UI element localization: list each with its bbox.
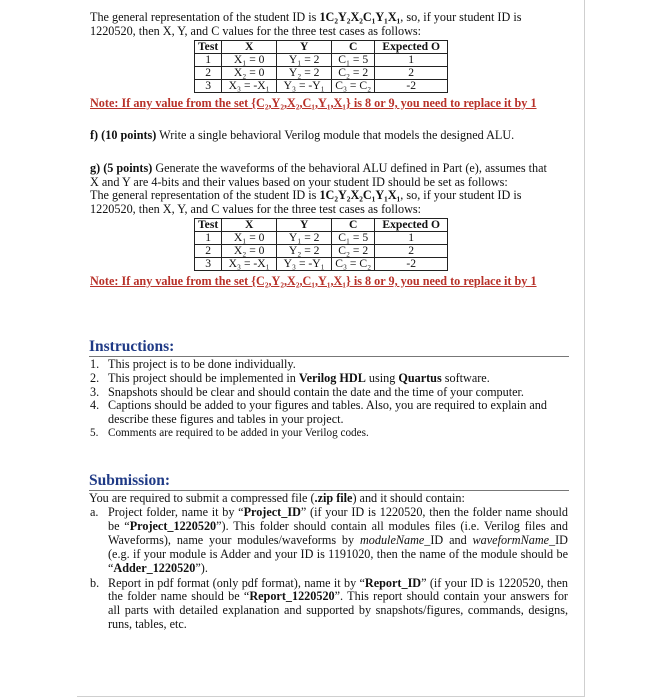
- cell: Y₁ = 2: [277, 54, 332, 67]
- table-row: [195, 258, 448, 271]
- item-number: 3.: [90, 384, 100, 399]
- list-item: [90, 426, 571, 441]
- id-format: 1C₂Y₂X₂C₁Y₁X₁: [319, 188, 401, 203]
- col-y: Y: [277, 41, 332, 54]
- intro-text: You are required to submit a compressed file (: [89, 491, 315, 505]
- cell: C₁ = 5: [332, 54, 375, 67]
- cell: 2: [375, 245, 448, 258]
- cell: 1: [195, 54, 222, 67]
- list-item: [90, 370, 571, 386]
- item-text: This project should be implemented in: [108, 370, 299, 385]
- cell: 2: [195, 67, 222, 80]
- text: ”).: [195, 560, 208, 575]
- cell: X₂ = 0: [222, 245, 277, 258]
- text: _ID and: [424, 532, 473, 547]
- cell: C₁ = 5: [332, 232, 375, 245]
- id-representation-paragraph-1: [90, 11, 570, 38]
- cell: X₃ = -X₁: [222, 258, 277, 271]
- item-text: This project is to be done individually.: [108, 357, 296, 371]
- cell: X₃ = -X₁: [222, 80, 277, 93]
- cell: 2: [375, 67, 448, 80]
- cell: -2: [375, 80, 448, 93]
- cell: 1: [195, 232, 222, 245]
- item-text: using: [365, 370, 399, 385]
- col-expected: Expected O: [375, 41, 448, 54]
- rep-text: The general representation of the student ID is: [90, 10, 320, 24]
- instructions-list: [90, 358, 571, 441]
- submission-item-b: [90, 575, 568, 633]
- submission-item-a: [90, 505, 568, 576]
- instructions-heading: Instructions:: [89, 338, 175, 355]
- submission-heading: Submission:: [89, 472, 170, 489]
- bold-text: Adder_1220520: [113, 560, 196, 575]
- table-row: [195, 232, 448, 245]
- cell: X₁ = 0: [222, 54, 277, 67]
- list-item: [90, 398, 571, 427]
- cell: C₂ = 2: [332, 245, 375, 258]
- col-expected: Expected O: [375, 219, 448, 232]
- text: ” (if your ID is 1220520, then the folder name should be “: [108, 575, 568, 604]
- item-text: Captions should be added to your figures and tables. Also, you are required to explain and describe these figures and tables in your project.: [108, 398, 547, 427]
- item-text: Snapshots should be clear and should contain the date and the time of your computer.: [108, 384, 524, 399]
- cell: -2: [375, 258, 448, 271]
- submission-list: [90, 505, 568, 632]
- text: ”). This folder should contain all modules files (i.e. Verilog files and Waveforms), name your modules/waveforms by: [108, 518, 568, 547]
- col-c: C: [332, 41, 375, 54]
- cell: X₂ = 0: [222, 67, 277, 80]
- text: ” (if your ID is 1220520, then the folder name should be “: [108, 505, 568, 533]
- rep-text-post: , so, if your student ID is: [400, 188, 522, 203]
- cell: 1: [375, 54, 448, 67]
- table-header-row: [195, 219, 448, 232]
- table-row: [195, 245, 448, 258]
- bold-text: Report_1220520: [249, 589, 335, 604]
- col-c: C: [332, 219, 375, 232]
- cell: Y₂ = 2: [277, 245, 332, 258]
- text: _ID (e.g. if your module is Adder and your ID is 1191020, then the name of the module should be “: [108, 532, 568, 575]
- bold-text: Report_ID: [364, 575, 422, 590]
- cell: Y₂ = 2: [277, 67, 332, 80]
- col-test: Test: [195, 219, 222, 232]
- part-f-text: Write a single behavioral Verilog module that models the designed ALU.: [156, 128, 515, 142]
- cell: X₁ = 0: [222, 232, 277, 245]
- rep-text-line2: 1220520, then X, Y, and C values for the three test cases as follows:: [90, 201, 422, 216]
- part-g: [90, 162, 570, 216]
- item-bold: Verilog HDL: [298, 370, 366, 385]
- id-format: 1C₂Y₂X₂C₁Y₁X₁: [319, 10, 401, 24]
- test-case-table-2: [194, 218, 448, 271]
- cell: 1: [375, 232, 448, 245]
- part-g-text-line2: X and Y are 4-bits and their values based on your student ID should be set as follows:: [90, 174, 508, 189]
- bold-text: Project_ID: [243, 505, 301, 519]
- table-row: [195, 80, 448, 93]
- list-item: [90, 384, 571, 400]
- italic-text: waveformName: [472, 532, 550, 547]
- col-y: Y: [277, 219, 332, 232]
- item-bold: Quartus: [398, 370, 442, 385]
- intro-text: ) and it should contain:: [352, 491, 465, 505]
- col-x: X: [222, 41, 277, 54]
- italic-text: moduleName: [359, 532, 425, 547]
- item-number: 1.: [90, 357, 100, 371]
- cell: C₃ = C₂: [332, 258, 375, 271]
- list-item: [90, 357, 571, 372]
- note-replace-8-9: Note: If any value from the set {C₂,Y₂,X₂,C₁,Y₁,X₁} is 8 or 9, you need to replace it by 1: [90, 96, 537, 110]
- col-x: X: [222, 219, 277, 232]
- item-label: a.: [90, 505, 99, 519]
- cell: C₃ = C₂: [332, 80, 375, 93]
- part-f: [90, 129, 570, 143]
- cell: 2: [195, 245, 222, 258]
- cell: Y₃ = -Y₁: [277, 258, 332, 271]
- item-number: 4.: [90, 398, 100, 413]
- test-case-table-1: [194, 40, 448, 93]
- part-g-text: Generate the waveforms of the behavioral ALU defined in Part (e), assumes that: [152, 161, 547, 175]
- cell: 3: [195, 80, 222, 93]
- item-number: 2.: [90, 370, 100, 385]
- rep-text-line2: 1220520, then X, Y, and C values for the three test cases as follows:: [90, 23, 422, 38]
- item-label: b.: [90, 575, 100, 590]
- cell: 3: [195, 258, 222, 271]
- rep-text-post: , so, if your student ID is: [400, 10, 522, 24]
- part-f-label: f) (10 points): [90, 128, 157, 142]
- zip-file-label: .zip file: [314, 491, 353, 505]
- text: Project folder, name it by “: [108, 505, 244, 519]
- cell: Y₃ = -Y₁: [277, 80, 332, 93]
- cell: Y₁ = 2: [277, 232, 332, 245]
- text: ”. This report should contain your answers for all parts with detailed explanation and supported by snapshots/figures, commands, designs, runs, tables, etc.: [108, 589, 568, 632]
- text: Report in pdf format (only pdf format), name it by “: [108, 575, 365, 590]
- col-test: Test: [195, 41, 222, 54]
- part-g-label: g) (5 points): [90, 161, 153, 175]
- submission-intro: [89, 492, 579, 506]
- table-header-row: [195, 41, 448, 54]
- table-row: [195, 67, 448, 80]
- rep-text: The general representation of the student ID is: [90, 188, 320, 203]
- table-row: [195, 54, 448, 67]
- cell: C₂ = 2: [332, 67, 375, 80]
- item-text: software.: [441, 370, 490, 385]
- item-text: Comments are required to be added in your Verilog codes.: [108, 426, 369, 439]
- item-number: 5.: [90, 426, 99, 439]
- note-replace-8-9: Note: If any value from the set {C₂,Y₂,X₂,C₁,Y₁,X₁} is 8 or 9, you need to replace it by 1: [90, 274, 537, 288]
- bold-text: Project_1220520: [129, 518, 217, 533]
